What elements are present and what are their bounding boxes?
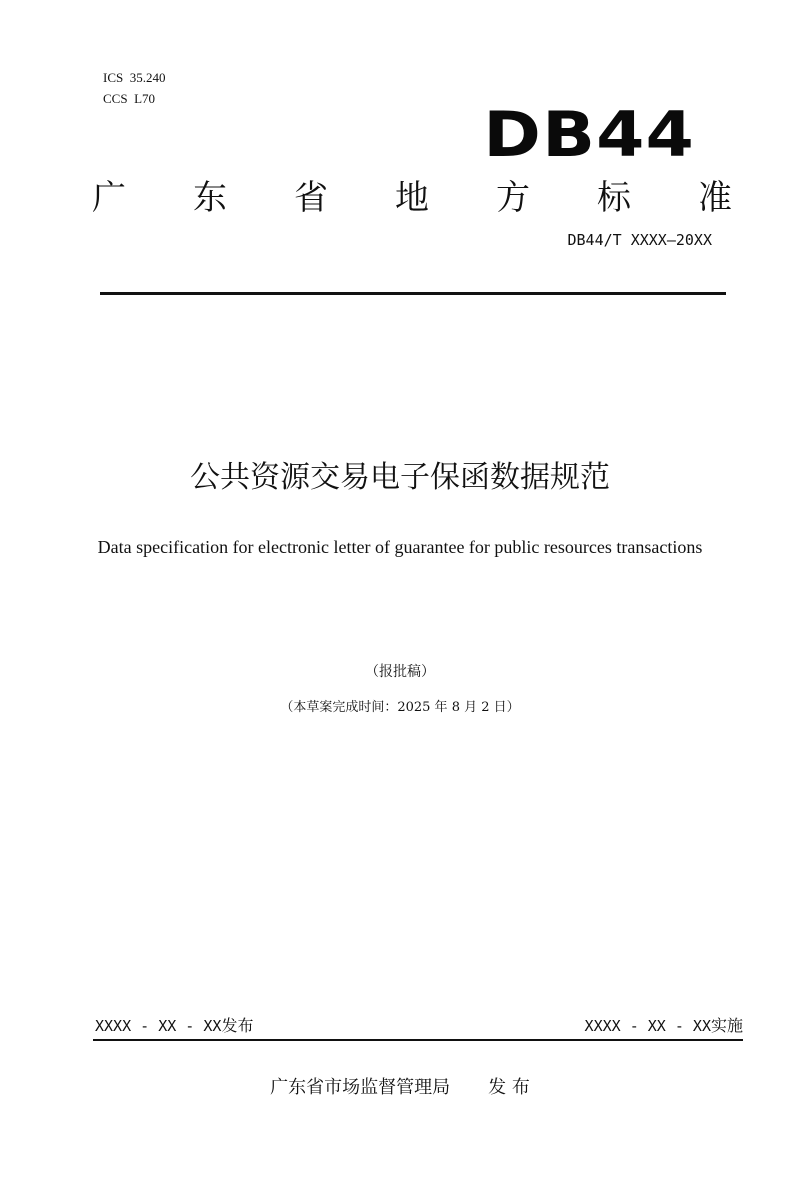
header-divider xyxy=(100,292,726,295)
implementation-date-label: 实施 xyxy=(710,1016,743,1035)
standard-type-title xyxy=(92,176,732,220)
publisher-line xyxy=(0,1075,800,1101)
issue-date xyxy=(95,1015,253,1037)
implementation-date-value: XXXX - XX - XX xyxy=(584,1017,711,1035)
standard-number: DB44/T XXXX—20XX xyxy=(567,231,712,249)
draft-stage: （报批稿） xyxy=(365,664,435,680)
standard-type-char: 东 xyxy=(193,178,227,218)
issue-date-label: 发布 xyxy=(221,1016,254,1035)
draft-completion-date: （本草案完成时间：2025 年 8 月 2 日） xyxy=(280,700,520,715)
publisher-action: 发 布 xyxy=(488,1077,530,1098)
document-title-zh: 公共资源交易电子保函数据规范 xyxy=(190,460,610,495)
standard-type-char: 方 xyxy=(496,178,530,218)
db44-logo: DB44 xyxy=(483,98,695,171)
implementation-date xyxy=(585,1015,743,1037)
publisher-name: 广东省市场监督管理局 xyxy=(270,1077,451,1098)
document-title-en: Data specification for electronic letter of guarantee for public resources transactions xyxy=(97,537,703,557)
standard-type-char: 准 xyxy=(698,178,732,218)
standard-type-char: 省 xyxy=(294,178,328,218)
standard-type-char: 标 xyxy=(597,178,631,218)
footer-divider xyxy=(93,1039,743,1041)
ics-code: ICS 35.240 xyxy=(103,70,166,85)
issue-date-value: XXXX - XX - XX xyxy=(95,1017,222,1035)
standard-type-char: 广 xyxy=(92,178,126,218)
ccs-code: CCS L70 xyxy=(103,91,156,106)
standard-type-char: 地 xyxy=(395,178,429,218)
